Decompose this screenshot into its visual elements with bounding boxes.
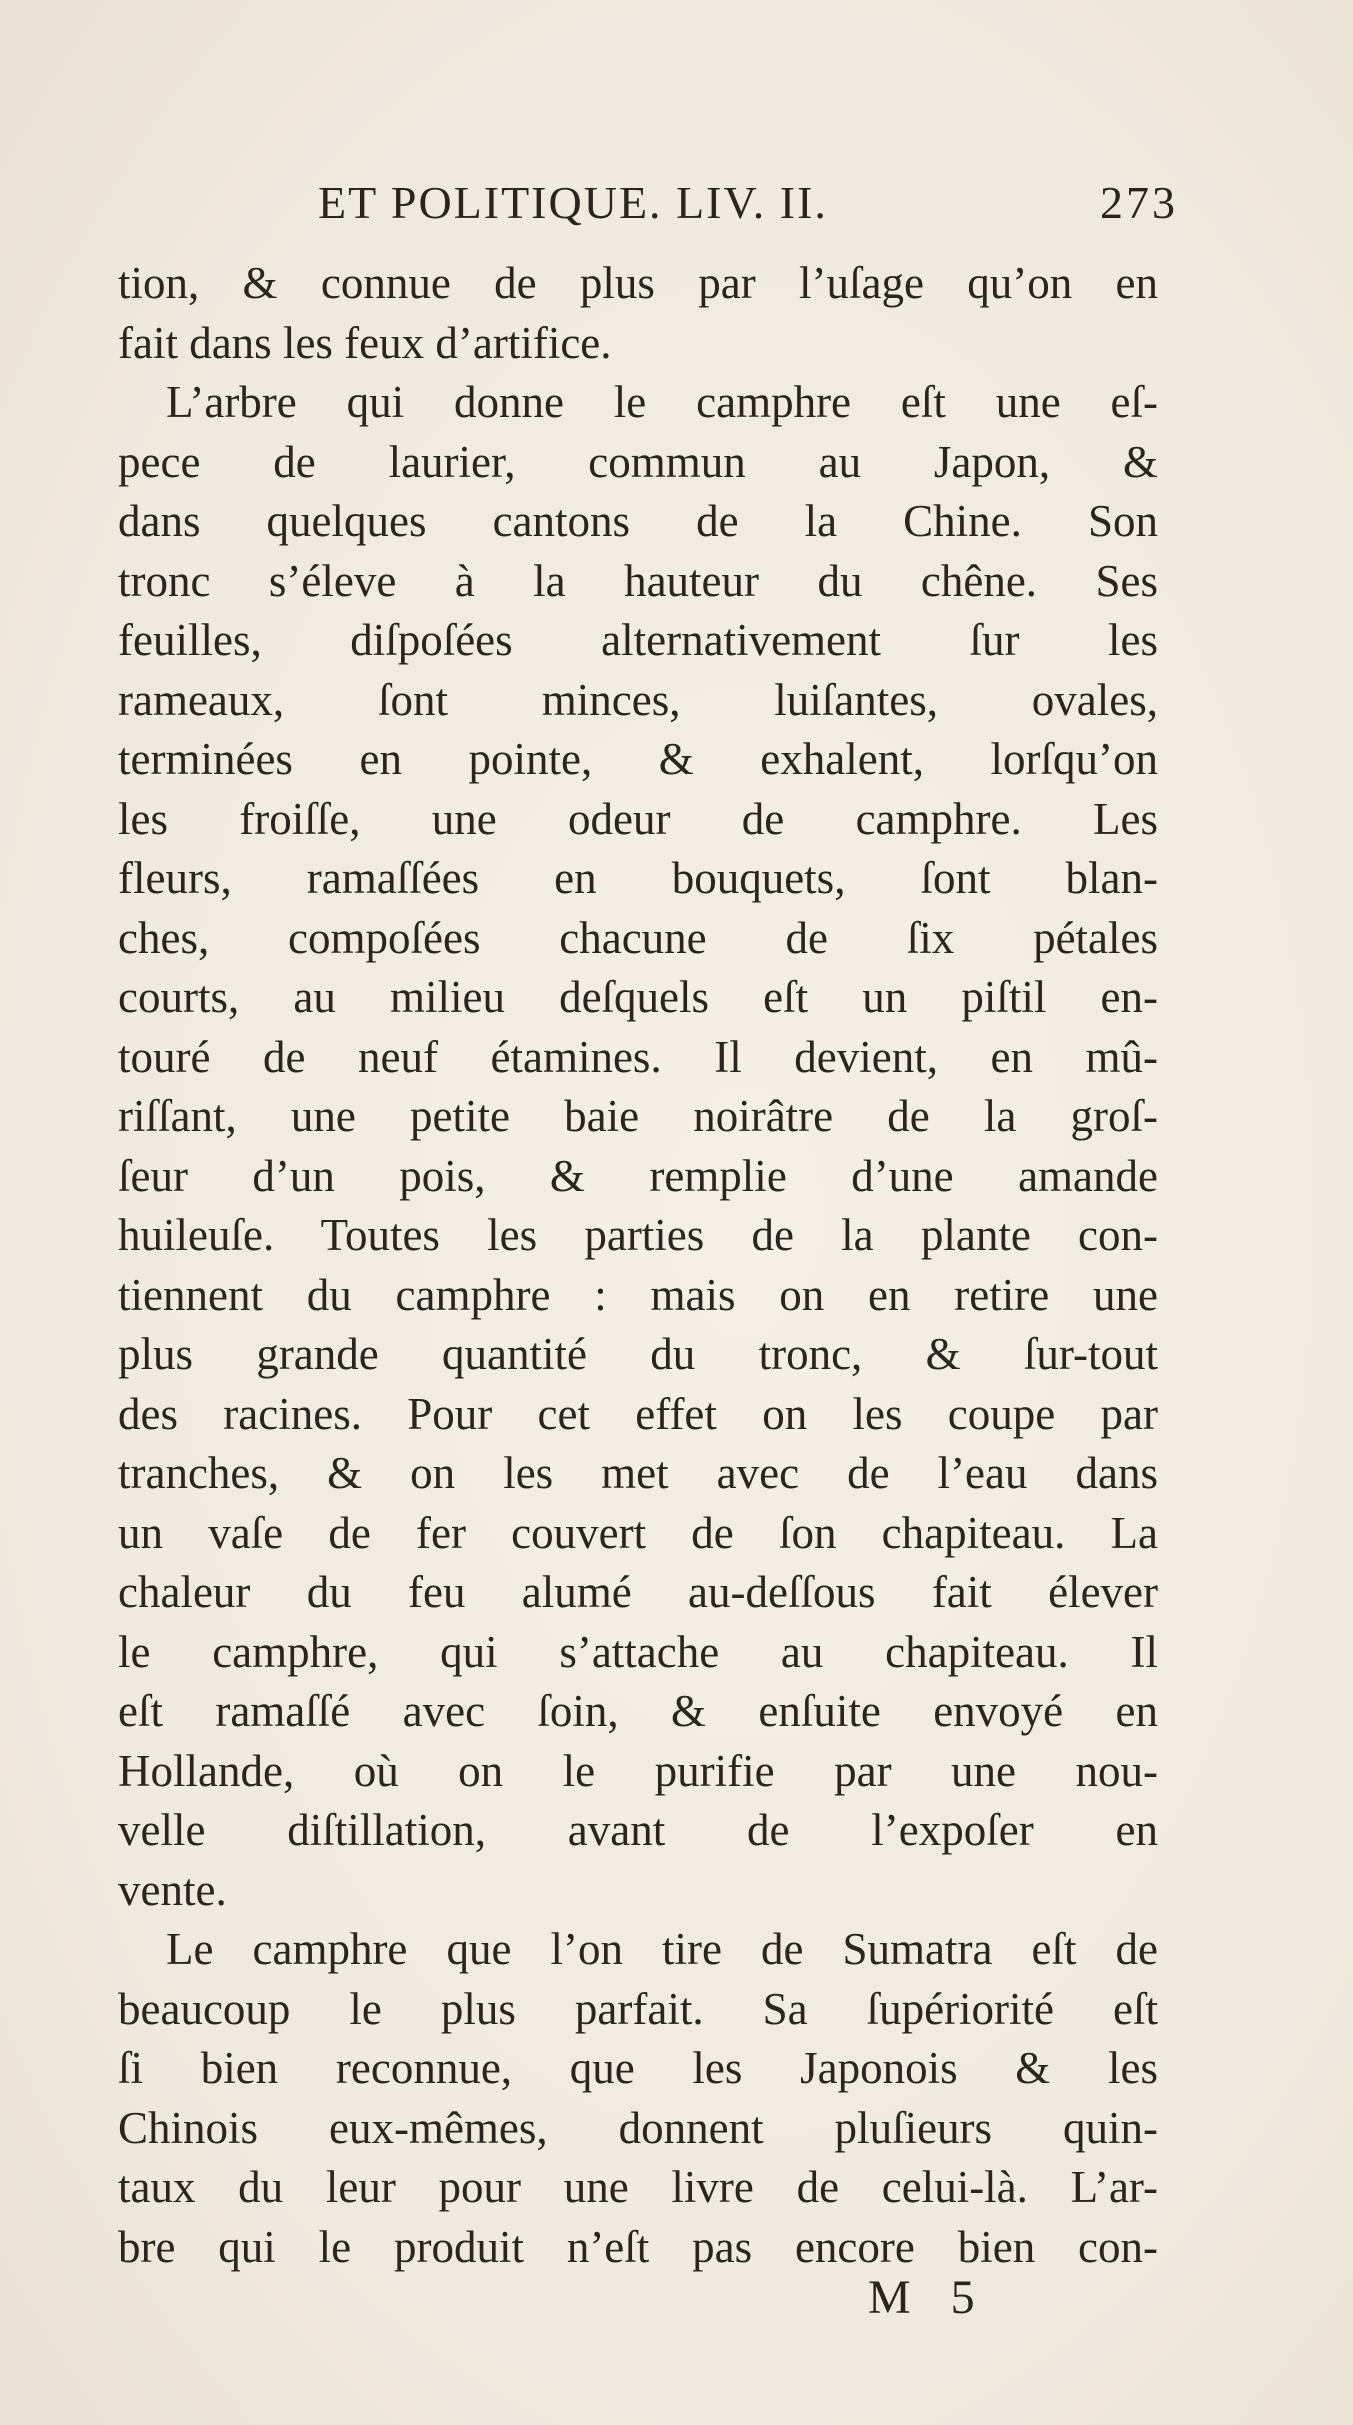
text-line: Hollande, où on le purifie par une nou- — [118, 1745, 1158, 1796]
text-line: les froiſſe, une odeur de camphre. Les — [118, 793, 1158, 844]
text-line: fleurs, ramaſſées en bouquets, ſont blan- — [118, 853, 1158, 903]
text-line: Chinois eux-mêmes, donnent pluſieurs quin- — [118, 2102, 1158, 2153]
text-line: plus grande quantité du tronc, & ſur-tout — [118, 1329, 1158, 1379]
text-line: terminées en pointe, & exhalent, lorſqu’on — [118, 734, 1158, 784]
text-line: L’arbre qui donne le camphre eſt une eſ- — [166, 377, 1158, 427]
running-title: ET POLITIQUE. LIV. II. — [318, 177, 828, 228]
text-line: riſſant, une petite baie noirâtre de la groſ- — [118, 1091, 1158, 1141]
text-line: ches, compoſées chacune de ſix pétales — [118, 912, 1158, 963]
text-line: chaleur du feu alumé au-deſſous fait élever — [118, 1567, 1158, 1617]
text-line: tranches, & on les met avec de l’eau dans — [118, 1448, 1158, 1498]
text-line: tion, & connue de plus par l’uſage qu’on en — [118, 258, 1158, 308]
text-line: beaucoup le plus parfait. Sa ſupériorité eſt — [118, 1983, 1158, 2034]
text-line: fait dans les feux d’artifice. — [118, 317, 612, 368]
text-line: courts, au milieu deſquels eſt un piſtil en- — [118, 972, 1158, 1022]
text-line: tronc s’éleve à la hauteur du chêne. Ses — [118, 555, 1158, 606]
text-line: bre qui le produit n’eſt pas encore bien con- — [118, 2221, 1158, 2272]
text-line: vente. — [118, 1864, 227, 1915]
text-line: velle diſtillation, avant de l’expoſer en — [118, 1805, 1158, 1855]
text-line: un vaſe de fer couvert de ſon chapiteau. La — [118, 1507, 1158, 1558]
text-line: taux du leur pour une livre de celui-là. L’ar- — [118, 2162, 1158, 2212]
text-line: Le camphre que l’on tire de Sumatra eſt de — [166, 1924, 1158, 1974]
text-line: pece de laurier, commun au Japon, & — [118, 436, 1158, 487]
text-line: des racines. Pour cet effet on les coupe par — [118, 1388, 1158, 1439]
text-line: ſi bien reconnue, que les Japonois & les — [118, 2043, 1158, 2093]
text-line: le camphre, qui s’attache au chapiteau. Il — [118, 1626, 1158, 1677]
page-header — [318, 176, 1178, 246]
body-text — [118, 254, 1158, 2277]
text-line: tiennent du camphre : mais on en retire une — [118, 1269, 1158, 1320]
text-line: touré de neuf étamines. Il devient, en mû- — [118, 1031, 1158, 1082]
page-number: 273 — [1100, 177, 1178, 228]
text-line: eſt ramaſſé avec ſoin, & enſuite envoyé en — [118, 1686, 1158, 1736]
text-line: rameaux, ſont minces, luiſantes, ovales, — [118, 674, 1158, 725]
text-line: huileuſe. Toutes les parties de la plante con- — [118, 1210, 1158, 1260]
text-line: dans quelques cantons de la Chine. Son — [118, 496, 1158, 546]
text-line: ſeur d’un pois, & remplie d’une amande — [118, 1150, 1158, 1201]
signature-mark: M 5 — [868, 2271, 989, 2324]
text-line: feuilles, diſpoſées alternativement ſur les — [118, 615, 1158, 665]
